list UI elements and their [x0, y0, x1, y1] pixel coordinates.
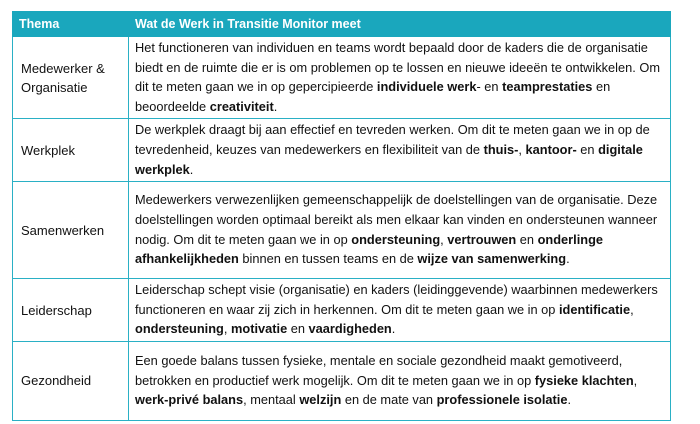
desc-text: en beoordeelde — [135, 79, 611, 114]
desc-text: binnen en tussen teams en de — [238, 251, 418, 267]
desc-bold: fysieke klachten — [534, 372, 634, 388]
themes-table — [12, 11, 671, 421]
row-description — [129, 119, 671, 182]
desc-text: . — [391, 321, 396, 337]
desc-bold: identificatie — [558, 301, 631, 317]
desc-bold: individuele werk — [376, 79, 477, 95]
row-theme: Samenwerken — [13, 182, 129, 279]
row-description — [129, 37, 671, 119]
desc-bold: ondersteuning — [351, 231, 441, 247]
table-row — [13, 119, 671, 182]
desc-text: Leiderschap schept visie (organisatie) en kaders (leidinggevende) waarbinnen medewerkers functioneren en waar zij zich in herkennen. Om dit te meten gaan we in op — [135, 282, 658, 317]
header-theme: Thema — [13, 12, 129, 37]
table-header-row — [13, 12, 671, 37]
desc-bold: vaardigheden — [308, 321, 392, 337]
row-description — [129, 341, 671, 420]
desc-bold: vertrouwen — [447, 231, 517, 247]
desc-text: Het functioneren van individuen en teams wordt bepaald door de kaders die de organisatie biedt en de ruimte die er is om problemen op te lossen en nieuwe ideeën te ontwikkelen. Om dit te meten gaan we in op gepercipieerde — [135, 40, 660, 95]
desc-text: Medewerkers verwezenlijken gemeenschappelijk de doelstellingen van de organisatie. Deze doelstellingen worden optimaal bereikt als men elkaar kan vinden en ondersteunen wanneer nodig. Om dit te meten gaan we in op — [135, 192, 658, 247]
desc-text: en — [516, 231, 538, 247]
desc-text: Een goede balans tussen fysieke, mentale en sociale gezondheid maakt gemotiveerd, betrokken en productief werk mogelijk. Om dit te meten gaan we in op — [135, 353, 623, 388]
desc-bold: ondersteuning — [135, 321, 224, 337]
desc-text: - en — [476, 79, 503, 95]
row-theme: Gezondheid — [13, 341, 129, 420]
desc-text: , — [223, 321, 231, 337]
desc-bold: onderlinge afhankelijkheden — [135, 231, 604, 267]
desc-text: . — [189, 161, 194, 177]
header-description: Wat de Werk in Transitie Monitor meet — [129, 12, 671, 37]
table-row — [13, 341, 671, 420]
desc-bold: kantoor- — [525, 141, 577, 157]
desc-text: en — [287, 321, 309, 337]
desc-text: , — [630, 301, 634, 317]
desc-text: , — [633, 372, 638, 388]
desc-bold: motivatie — [231, 321, 288, 337]
desc-bold: wijze van samenwerking — [417, 251, 567, 267]
desc-text: De werkplek draagt bij aan effectief en tevreden werken. Om dit te meten gaan we in op de tevredenheid, keuzes van medewerkers en flexibiliteit van de — [135, 122, 650, 157]
row-description — [129, 182, 671, 279]
desc-text: , mentaal — [243, 392, 300, 408]
row-theme: Leiderschap — [13, 279, 129, 342]
table-row — [13, 279, 671, 342]
desc-bold: creativiteit — [209, 98, 274, 114]
desc-bold: welzijn — [299, 392, 342, 408]
desc-text: . — [566, 251, 570, 267]
row-theme: Werkplek — [13, 119, 129, 182]
row-theme: Medewerker & Organisatie — [13, 37, 129, 119]
desc-text: . — [567, 392, 572, 408]
table-row — [13, 37, 671, 119]
desc-text: , — [518, 141, 526, 157]
desc-bold: werk-privé balans — [135, 392, 244, 408]
desc-text: . — [273, 98, 278, 114]
desc-text: en — [576, 141, 599, 157]
desc-text: , — [440, 231, 448, 247]
desc-bold: thuis- — [483, 141, 519, 157]
table-row — [13, 182, 671, 279]
desc-bold: professionele isolatie — [436, 392, 568, 408]
desc-bold: teamprestaties — [502, 79, 593, 95]
desc-text: en de mate van — [341, 392, 437, 408]
row-description — [129, 279, 671, 342]
desc-bold: digitale werkplek — [135, 141, 643, 177]
